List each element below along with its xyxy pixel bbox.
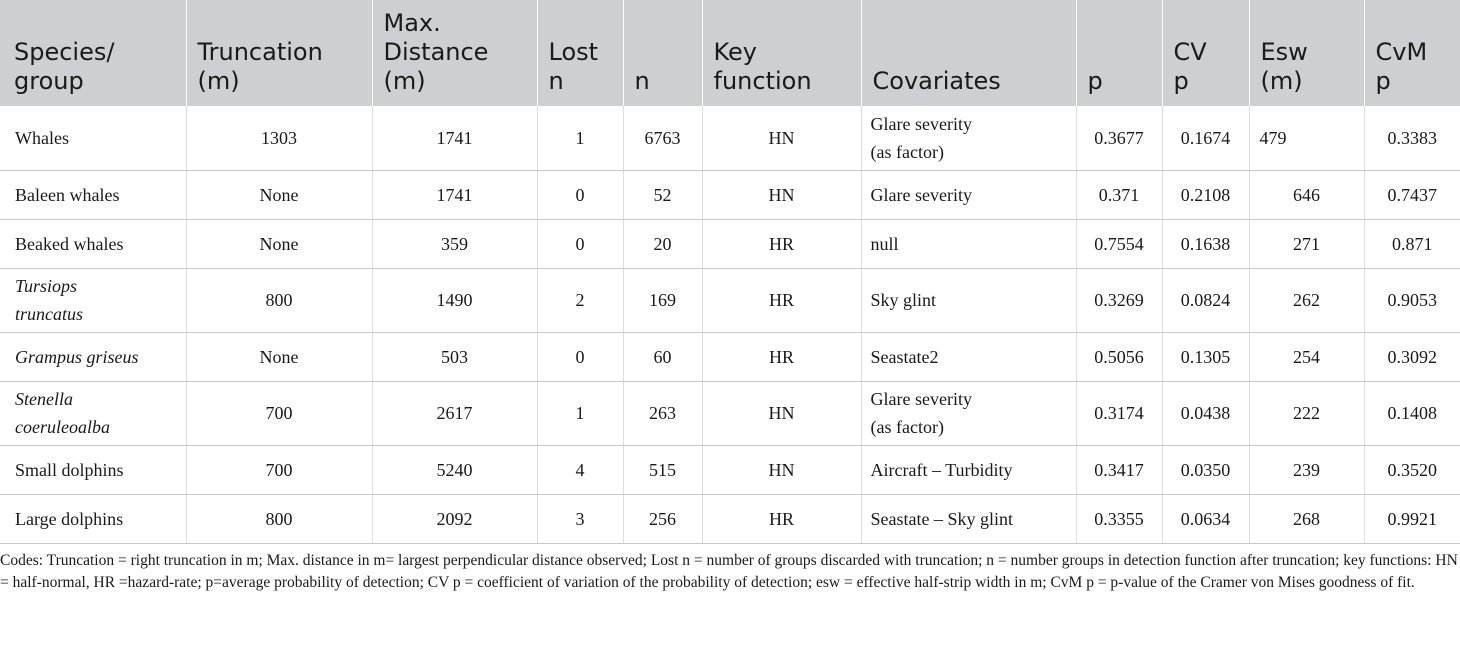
cell-cvm-p: 0.3092 <box>1364 332 1460 381</box>
cell-n: 52 <box>623 170 702 219</box>
header-lost-n: Lost n <box>537 0 623 106</box>
cell-lost-n: 1 <box>537 381 623 445</box>
cell-cvm-p: 0.3383 <box>1364 106 1460 170</box>
header-row <box>0 0 1460 106</box>
cell-truncation: None <box>186 332 372 381</box>
cell-max-distance: 2617 <box>372 381 537 445</box>
table-row <box>0 494 1460 543</box>
cell-n: 256 <box>623 494 702 543</box>
cell-max-distance: 5240 <box>372 445 537 494</box>
cell-key-function: HN <box>702 170 861 219</box>
cell-esw: 222 <box>1249 381 1364 445</box>
cell-species: Stenella coeruleoalba <box>0 381 186 445</box>
cell-covariates: Sky glint <box>861 268 1076 332</box>
header-covariates: Covariates <box>861 0 1076 106</box>
cell-covariates: Glare severity <box>861 170 1076 219</box>
cell-lost-n: 0 <box>537 219 623 268</box>
header-truncation: Truncation (m) <box>186 0 372 106</box>
cell-max-distance: 1741 <box>372 170 537 219</box>
cell-truncation: 700 <box>186 381 372 445</box>
cell-cv-p: 0.1638 <box>1162 219 1249 268</box>
header-esw: Esw (m) <box>1249 0 1364 106</box>
cell-cv-p: 0.0634 <box>1162 494 1249 543</box>
cell-max-distance: 2092 <box>372 494 537 543</box>
cell-p: 0.371 <box>1076 170 1162 219</box>
table-row <box>0 106 1460 170</box>
cell-p: 0.3174 <box>1076 381 1162 445</box>
cell-cv-p: 0.1305 <box>1162 332 1249 381</box>
header-p: p <box>1076 0 1162 106</box>
cell-cv-p: 0.0438 <box>1162 381 1249 445</box>
cell-n: 60 <box>623 332 702 381</box>
cell-cv-p: 0.1674 <box>1162 106 1249 170</box>
cell-lost-n: 0 <box>537 332 623 381</box>
cell-covariates: Glare severity (as factor) <box>861 106 1076 170</box>
cell-p: 0.5056 <box>1076 332 1162 381</box>
cell-esw: 268 <box>1249 494 1364 543</box>
header-key-function: Key function <box>702 0 861 106</box>
cell-key-function: HR <box>702 268 861 332</box>
table-row <box>0 332 1460 381</box>
cell-n: 263 <box>623 381 702 445</box>
cell-truncation: None <box>186 219 372 268</box>
cell-esw: 479 <box>1249 106 1364 170</box>
cell-key-function: HN <box>702 445 861 494</box>
cell-lost-n: 0 <box>537 170 623 219</box>
cell-covariates: Seastate – Sky glint <box>861 494 1076 543</box>
table-footnote: Codes: Truncation = right truncation in m; Max. distance in m= largest perpendicular distance observed; Lost n = number of groups discarded with truncation; n = number groups in detection function after truncation; key functions: HN = half-normal, HR =hazard-rate; p=average probability of detection; CV p = coefficient of variation of the probability of detection; esw = effective half-strip width in m; CvM p = p-value of the Cramer von Mises goodness of fit. <box>0 551 1458 591</box>
cell-n: 20 <box>623 219 702 268</box>
cell-cv-p: 0.2108 <box>1162 170 1249 219</box>
cell-cv-p: 0.0824 <box>1162 268 1249 332</box>
cell-cvm-p: 0.9921 <box>1364 494 1460 543</box>
cell-truncation: 700 <box>186 445 372 494</box>
cell-lost-n: 2 <box>537 268 623 332</box>
cell-species: Whales <box>0 106 186 170</box>
cell-max-distance: 503 <box>372 332 537 381</box>
cell-covariates: Seastate2 <box>861 332 1076 381</box>
cell-key-function: HN <box>702 381 861 445</box>
cell-cvm-p: 0.3520 <box>1364 445 1460 494</box>
cell-truncation: 1303 <box>186 106 372 170</box>
cell-max-distance: 1741 <box>372 106 537 170</box>
cell-species: Small dolphins <box>0 445 186 494</box>
cell-cvm-p: 0.1408 <box>1364 381 1460 445</box>
cell-lost-n: 1 <box>537 106 623 170</box>
cell-truncation: 800 <box>186 268 372 332</box>
header-cv-p: CV p <box>1162 0 1249 106</box>
cell-esw: 646 <box>1249 170 1364 219</box>
cell-esw: 271 <box>1249 219 1364 268</box>
cell-covariates: null <box>861 219 1076 268</box>
cell-truncation: 800 <box>186 494 372 543</box>
cell-p: 0.3355 <box>1076 494 1162 543</box>
cell-lost-n: 3 <box>537 494 623 543</box>
cell-esw: 239 <box>1249 445 1364 494</box>
cell-key-function: HR <box>702 219 861 268</box>
table-row <box>0 381 1460 445</box>
cell-species: Beaked whales <box>0 219 186 268</box>
cell-max-distance: 359 <box>372 219 537 268</box>
cell-species: Grampus griseus <box>0 332 186 381</box>
cell-p: 0.3417 <box>1076 445 1162 494</box>
cell-species: Large dolphins <box>0 494 186 543</box>
cell-key-function: HR <box>702 332 861 381</box>
cell-covariates: Glare severity (as factor) <box>861 381 1076 445</box>
cell-species: Baleen whales <box>0 170 186 219</box>
cell-lost-n: 4 <box>537 445 623 494</box>
cell-key-function: HR <box>702 494 861 543</box>
cell-cvm-p: 0.7437 <box>1364 170 1460 219</box>
header-cvm-p: CvM p <box>1364 0 1460 106</box>
cell-species: Tursiops truncatus <box>0 268 186 332</box>
cell-cvm-p: 0.9053 <box>1364 268 1460 332</box>
cell-p: 0.3269 <box>1076 268 1162 332</box>
cell-truncation: None <box>186 170 372 219</box>
cell-n: 515 <box>623 445 702 494</box>
cell-covariates: Aircraft – Turbidity <box>861 445 1076 494</box>
cell-n: 169 <box>623 268 702 332</box>
table-row <box>0 445 1460 494</box>
cell-p: 0.3677 <box>1076 106 1162 170</box>
cell-p: 0.7554 <box>1076 219 1162 268</box>
cell-key-function: HN <box>702 106 861 170</box>
cell-cv-p: 0.0350 <box>1162 445 1249 494</box>
table-row <box>0 170 1460 219</box>
cell-esw: 262 <box>1249 268 1364 332</box>
header-n: n <box>623 0 702 106</box>
cell-max-distance: 1490 <box>372 268 537 332</box>
header-species: Species/ group <box>0 0 186 106</box>
cell-n: 6763 <box>623 106 702 170</box>
table-row <box>0 219 1460 268</box>
cell-cvm-p: 0.871 <box>1364 219 1460 268</box>
table-row <box>0 268 1460 332</box>
header-max-distance: Max. Distance (m) <box>372 0 537 106</box>
cell-esw: 254 <box>1249 332 1364 381</box>
